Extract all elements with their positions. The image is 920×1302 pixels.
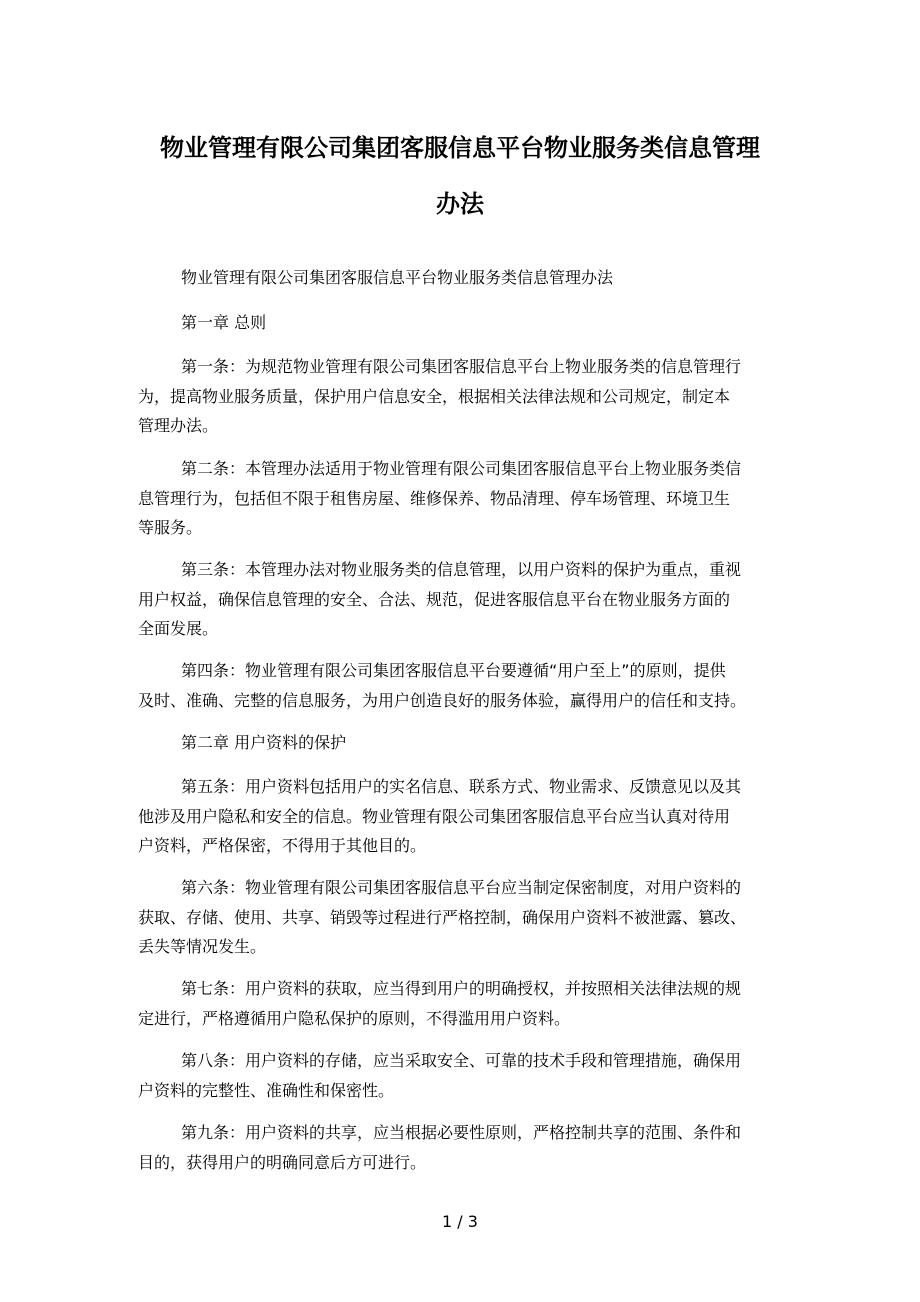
paragraph-line: 用户权益，确保信息管理的安全、合法、规范，促进客服信息平台在物业服务方面的 (138, 589, 731, 609)
chapter-heading-1 (138, 308, 798, 338)
article-2 (138, 454, 798, 543)
paragraph-line: 户资料的完整性、准确性和保密性。 (138, 1080, 395, 1100)
document-title-line-2: 办法 (436, 190, 484, 218)
paragraph-line: 物业管理有限公司集团客服信息平台物业服务类信息管理办法 (181, 268, 614, 287)
article-8 (138, 1046, 798, 1105)
paragraph-doc-name (138, 263, 798, 293)
document-title-line-1: 物业管理有限公司集团客服信息平台物业服务类信息管理 (160, 134, 760, 162)
paragraph-line: 第一章 总则 (181, 313, 267, 332)
paragraph-line: 为，提高物业服务质量，保护用户信息安全，根据相关法律法规和公司规定，制定本 (138, 386, 731, 406)
paragraph-line: 第一条：为规范物业管理有限公司集团客服信息平台上物业服务类的信息管理行 (181, 357, 742, 376)
paragraph-line: 第五条：用户资料包括用户的实名信息、联系方式、物业需求、反馈意见以及其 (181, 777, 742, 796)
paragraph-line: 第九条：用户资料的共享，应当根据必要性原则，严格控制共享的范围、条件和 (181, 1123, 742, 1142)
article-4 (138, 656, 798, 715)
page-indicator: 1 / 3 (442, 1212, 478, 1231)
paragraph-line: 定进行，严格遵循用户隐私保护的原则，不得滥用用户资料。 (138, 1008, 571, 1028)
chapter-heading-2 (138, 728, 798, 758)
paragraph-line: 息管理行为，包括但不限于租售房屋、维修保养、物品清理、停车场管理、环境卫生 (138, 488, 731, 508)
article-7 (138, 974, 798, 1033)
article-9 (138, 1118, 798, 1177)
paragraph-line: 户资料，严格保密，不得用于其他目的。 (138, 836, 427, 855)
paragraph-line: 目的，获得用户的明确同意后方可进行。 (138, 1152, 427, 1172)
paragraph-line: 第八条：用户资料的存储，应当采取安全、可靠的技术手段和管理措施，确保用 (181, 1051, 742, 1070)
paragraph-line: 及时、准确、完整的信息服务，为用户创造良好的服务体验，赢得用户的信任和支持。 (138, 690, 747, 710)
paragraph-line: 第二条：本管理办法适用于物业管理有限公司集团客服信息平台上物业服务类信 (181, 459, 742, 478)
paragraph-line: 第三条：本管理办法对物业服务类的信息管理，以用户资料的保护为重点，重视 (181, 560, 742, 579)
paragraph-line: 第七条：用户资料的获取，应当得到用户的明确授权，并按照相关法律法规的规 (181, 979, 742, 998)
paragraph-line: 他涉及用户隐私和安全的信息。物业管理有限公司集团客服信息平台应当认真对待用 (138, 806, 731, 826)
article-6 (138, 873, 798, 962)
paragraph-line: 丢失等情况发生。 (138, 937, 267, 956)
paragraph-line: 第二章 用户资料的保护 (181, 733, 347, 752)
paragraph-line: 全面发展。 (138, 619, 219, 638)
paragraph-line: 第四条：物业管理有限公司集团客服信息平台要遵循“用户至上”的原则，提供 (181, 661, 726, 680)
paragraph-line: 第六条：物业管理有限公司集团客服信息平台应当制定保密制度，对用户资料的 (181, 878, 742, 897)
paragraph-line: 获取、存储、使用、共享、销毁等过程进行严格控制，确保用户资料不被泄露、篡改、 (138, 907, 747, 927)
article-5 (138, 772, 798, 861)
paragraph-line: 管理办法。 (138, 416, 219, 435)
article-3 (138, 555, 798, 644)
article-1 (138, 352, 798, 441)
paragraph-line: 等服务。 (138, 518, 203, 537)
